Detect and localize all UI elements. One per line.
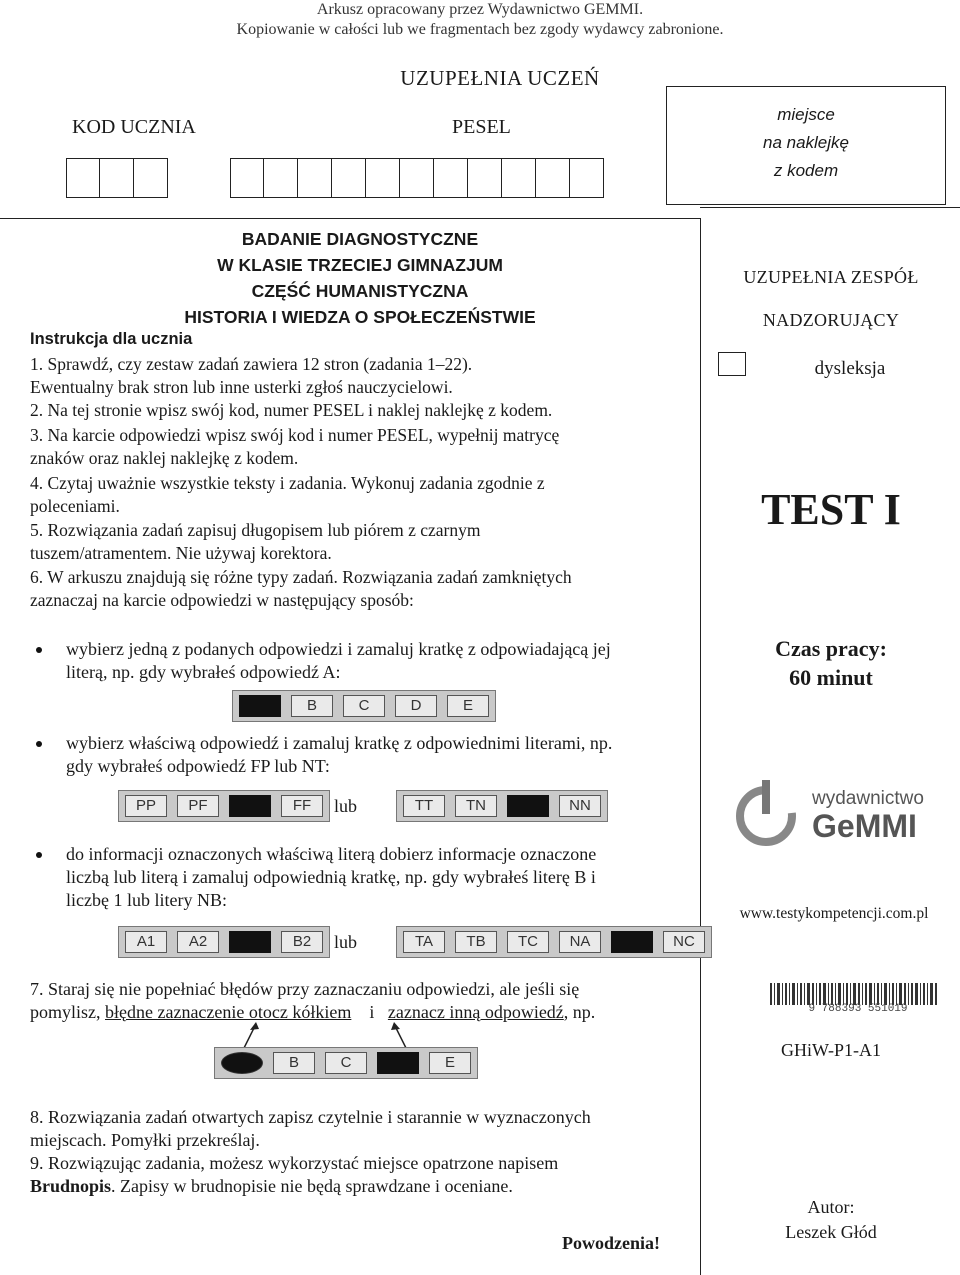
answer-box: E <box>429 1052 471 1074</box>
pesel-box[interactable] <box>570 158 604 198</box>
circled-answer-box <box>221 1052 263 1074</box>
answer-box: B <box>273 1052 315 1074</box>
text-span: , np. <box>563 1002 596 1022</box>
instruction-text: 5. Rozwiązania zadań zapisuj długopisem lub piórem z czarnym <box>30 520 481 540</box>
arrow-icon <box>236 1020 416 1050</box>
author-label: Autor: <box>807 1197 855 1217</box>
pesel-boxes[interactable] <box>230 158 604 198</box>
work-time-value: 60 minut <box>789 665 873 690</box>
good-luck-text: Powodzenia! <box>562 1233 660 1253</box>
kod-box[interactable] <box>134 158 168 198</box>
answer-box-filled <box>239 695 281 717</box>
pesel-box[interactable] <box>298 158 332 198</box>
column-divider <box>700 218 701 1275</box>
bullet-text: wybierz właściwą odpowiedź i zamaluj kratkę z odpowiednimi literami, np. <box>66 733 613 753</box>
or-label: lub <box>334 932 358 952</box>
pesel-box[interactable] <box>332 158 366 198</box>
instruction-text: znaków oraz naklej naklejkę z kodem. <box>30 448 299 468</box>
answer-box: TA <box>403 931 445 953</box>
isbn-text: 9 788393 551019 <box>808 1003 908 1015</box>
text-span: i <box>369 1002 375 1022</box>
pesel-box[interactable] <box>400 158 434 198</box>
sticker-line: z kodem <box>773 161 839 180</box>
text-span: . Zapisy w brudnopisie nie będą sprawdzane i oceniane. <box>111 1176 513 1196</box>
answer-box: A1 <box>125 931 167 953</box>
website-text: www.testykompetencji.com.pl <box>739 905 929 922</box>
instruction-text: poleceniami. <box>30 496 120 516</box>
uzupelnia-uczen-heading: UZUPEŁNIA UCZEŃ <box>400 66 600 90</box>
bullet-text: liczbę 1 lub litery NB: <box>66 890 227 910</box>
instruction-text <box>30 1175 670 1198</box>
instruction-9 <box>30 1152 670 1198</box>
test-code: GHiW-P1-A1 <box>781 1040 881 1060</box>
answer-box: TB <box>455 931 497 953</box>
answer-box: FF <box>281 795 323 817</box>
title-line: HISTORIA I WIEDZA O SPOŁECZEŃSTWIE <box>184 307 536 327</box>
exam-title <box>60 226 660 330</box>
instruction-3 <box>30 424 670 470</box>
answer-box: NC <box>663 931 705 953</box>
answer-box-filled <box>229 795 271 817</box>
sticker-placeholder <box>666 86 946 205</box>
instruction-text: 1. Sprawdź, czy zestaw zadań zawiera 12 stron (zadania 1–22). <box>30 354 473 374</box>
title-line: BADANIE DIAGNOSTYCZNE <box>241 229 479 249</box>
bullet-text: do informacji oznaczonych właściwą literą dobierz informacje oznaczone <box>66 844 597 864</box>
answer-box: TC <box>507 931 549 953</box>
bullet-icon <box>36 852 42 858</box>
pesel-box[interactable] <box>366 158 400 198</box>
instruction-text: 9. Rozwiązując zadania, możesz wykorzystać miejsce opatrzone napisem <box>30 1153 559 1173</box>
instruction-text: miejscach. Pomyłki przekreślaj. <box>30 1130 260 1150</box>
text-span: pomylisz, <box>30 1002 105 1022</box>
example-answer-strip <box>232 690 496 722</box>
pesel-box[interactable] <box>502 158 536 198</box>
sticker-line: miejsce <box>777 105 835 124</box>
bullet-text: gdy wybrałeś odpowiedź FP lub NT: <box>66 756 330 776</box>
instruction-5 <box>30 519 670 565</box>
instruction-1 <box>30 353 670 399</box>
bullet-text: wybierz jedną z podanych odpowiedzi i zamaluj kratkę z odpowiadającą jej <box>66 639 611 659</box>
work-time-label: Czas pracy: <box>775 636 887 661</box>
bullet-1 <box>66 638 676 684</box>
instruction-text: 7. Staraj się nie popełniać błędów przy zaznaczaniu odpowiedzi, ale jeśli się <box>30 979 580 999</box>
bullet-text: liczbą lub literą i zamaluj odpowiednią kratkę, np. gdy wybrałeś literę B i <box>66 867 596 887</box>
instruction-text: Ewentualny brak stron lub inne usterki zgłoś nauczycielowi. <box>30 377 453 397</box>
divider <box>0 218 700 219</box>
instruction-2: 2. Na tej stronie wpisz swój kod, numer PESEL i naklej naklejkę z kodem. <box>30 400 553 420</box>
bullet-icon <box>36 647 42 653</box>
instruction-8 <box>30 1106 670 1152</box>
sticker-line: na naklejkę <box>762 133 849 152</box>
answer-box: PF <box>177 795 219 817</box>
divider <box>700 207 960 208</box>
pesel-box[interactable] <box>264 158 298 198</box>
author-name: Leszek Głód <box>785 1222 877 1242</box>
example-answer-strip <box>396 790 608 822</box>
logo-brand-text: GeMMI <box>812 808 917 844</box>
dysleksja-label: dysleksja <box>814 358 886 379</box>
kod-ucznia-boxes[interactable] <box>66 158 168 198</box>
answer-box: D <box>395 695 437 717</box>
answer-box: NA <box>559 931 601 953</box>
title-line: W KLASIE TRZECIEJ GIMNAZJUM <box>217 255 503 275</box>
pesel-label: PESEL <box>452 116 511 138</box>
copyright-note: Kopiowanie w całości lub we fragmentach bez zgody wydawcy zabronione. <box>236 21 724 38</box>
instruction-6 <box>30 566 670 612</box>
kod-box[interactable] <box>100 158 134 198</box>
instruction-text: 3. Na karcie odpowiedzi wpisz swój kod i numer PESEL, wypełnij matrycę <box>30 425 560 445</box>
test-title: TEST I <box>761 485 901 534</box>
answer-box: A2 <box>177 931 219 953</box>
kod-box[interactable] <box>66 158 100 198</box>
answer-box: E <box>447 695 489 717</box>
answer-box: B <box>291 695 333 717</box>
instructions-heading: Instrukcja dla ucznia <box>30 330 193 348</box>
pesel-box[interactable] <box>434 158 468 198</box>
gemmi-logo-icon <box>736 778 796 850</box>
answer-box: C <box>343 695 385 717</box>
answer-box-filled <box>377 1052 419 1074</box>
logo-top-text: wydawnictwo <box>812 788 924 809</box>
instruction-text: 8. Rozwiązania zadań otwartych zapisz czytelnie i starannie w wyznaczonych <box>30 1107 591 1127</box>
example-answer-strip <box>214 1047 478 1079</box>
underlined-text: zaznacz inną odpowiedź <box>387 1002 564 1022</box>
dysleksja-checkbox[interactable] <box>718 352 746 376</box>
instruction-text: tuszem/atramentem. Nie używaj korektora. <box>30 543 332 563</box>
answer-box: PP <box>125 795 167 817</box>
answer-box: C <box>325 1052 367 1074</box>
answer-box-filled <box>611 931 653 953</box>
answer-box: B2 <box>281 931 323 953</box>
zespol-heading-1: UZUPEŁNIA ZESPÓŁ <box>743 267 919 287</box>
instruction-text: zaznaczaj na karcie odpowiedzi w następujący sposób: <box>30 590 414 610</box>
answer-box: TT <box>403 795 445 817</box>
bullet-icon <box>36 741 42 747</box>
bold-text: Brudnopis <box>30 1176 112 1196</box>
kod-ucznia-label: KOD UCZNIA <box>72 116 196 138</box>
example-answer-strip <box>118 926 330 958</box>
example-answer-strip <box>118 790 330 822</box>
answer-box: TN <box>455 795 497 817</box>
bullet-text: literą, np. gdy wybrałeś odpowiedź A: <box>66 662 341 682</box>
bullet-2 <box>66 732 676 778</box>
bullet-3 <box>66 843 676 912</box>
answer-box: NN <box>559 795 601 817</box>
instruction-text: 4. Czytaj uważnie wszystkie teksty i zadania. Wykonuj zadania zgodnie z <box>30 473 545 493</box>
pesel-box[interactable] <box>468 158 502 198</box>
instruction-text: 6. W arkuszu znajdują się różne typy zadań. Rozwiązania zadań zamkniętych <box>30 567 572 587</box>
title-line: CZĘŚĆ HUMANISTYCZNA <box>251 281 469 301</box>
or-label: lub <box>334 796 358 816</box>
instruction-4 <box>30 472 670 518</box>
publisher-note: Arkusz opracowany przez Wydawnictwo GEMMI. <box>316 1 644 18</box>
answer-box-filled <box>229 931 271 953</box>
instruction-7 <box>30 978 670 1024</box>
example-answer-strip <box>396 926 712 958</box>
underlined-text: błędne zaznaczenie otocz kółkiem <box>105 1002 352 1022</box>
pesel-box[interactable] <box>536 158 570 198</box>
answer-box-filled <box>507 795 549 817</box>
zespol-heading-2: NADZORUJĄCY <box>762 310 900 330</box>
pesel-box[interactable] <box>230 158 264 198</box>
